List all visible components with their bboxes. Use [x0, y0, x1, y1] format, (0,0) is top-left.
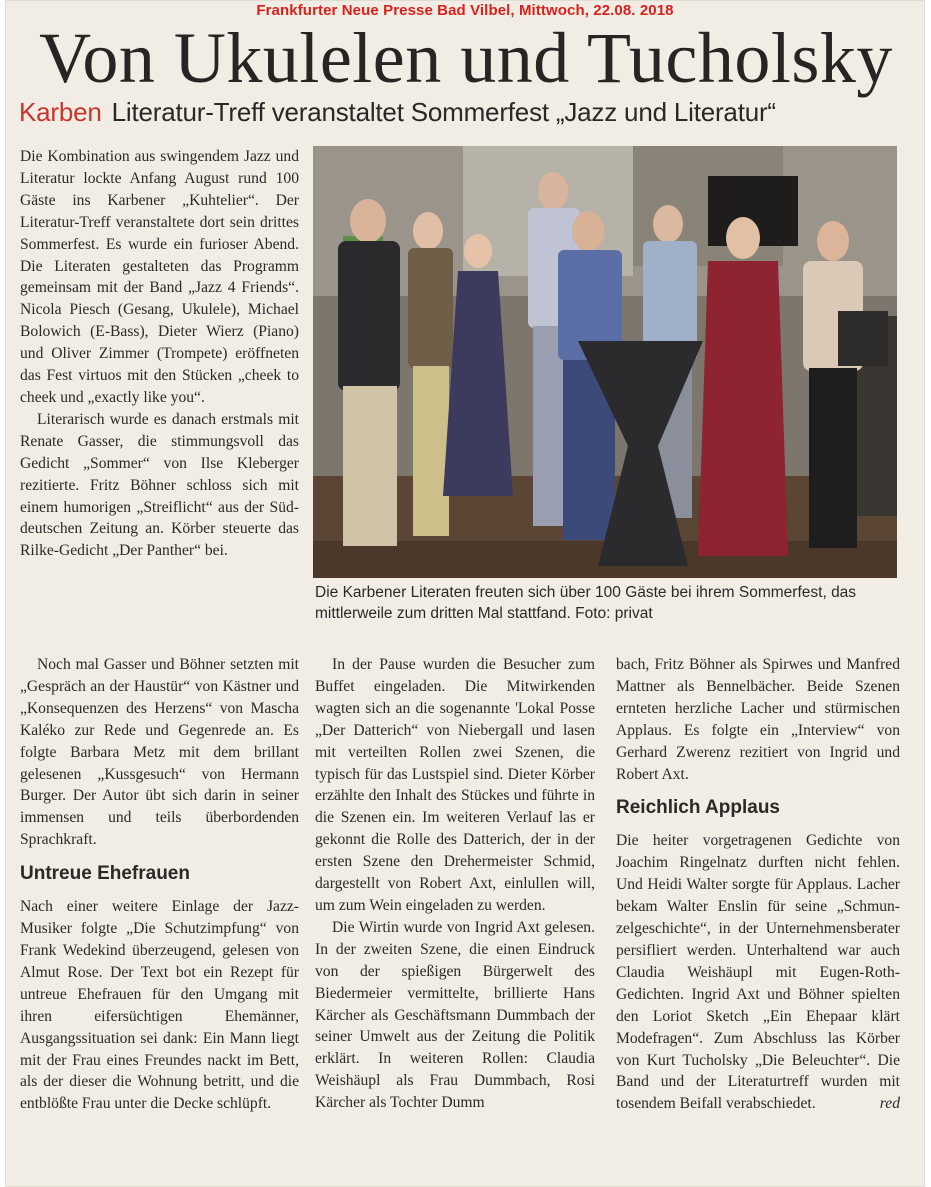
paragraph-text: Die heiter vorgetragenen Gedichte von Joachim Ringelnatz durften nicht fehlen. Und Heidi Walter sorgte für Applaus. Lacher bekam Walter Enslin für seine „Schmunzelgeschichte“, in der Unternehmensberater persifliert werden. Unterhaltend war auch Claudia Weishäupl mit Eugen-Roth-Gedichten. Ingrid Axt und Böhner spielten den Loriot Sketch „Ein Ehepaar klärt Modefragen“. Zum Abschluss las Körber von Kurt Tucholsky „Die Beleuchter“. Die Band und der Literaturtreff wurden mit tosendem Beifall verabschiedet.	[616, 832, 900, 1113]
article-column-1-top	[20, 146, 299, 562]
author-signature: red	[879, 1095, 900, 1113]
paragraph: bach, Fritz Böhner als Spirwes und Manfred Mattner als Bennelbächer. Beide Szenen ernteten herzliche Lacher und stürmischen Applaus. Es folgte ein „Interview“ von Gerhard Zwerenz rezitiert von Ingrid und Robert Axt.	[616, 656, 900, 783]
article-column-2	[315, 654, 595, 1114]
kicker: Karben	[19, 97, 102, 127]
photo-caption	[315, 582, 899, 624]
paragraph: Die Kombination aus swingendem Jazz und Literatur lockte Anfang August rund 100 Gäste ins Karbener „Kuhtelier“. Der Literatur-Treff veranstaltete dort sein drittes Sommerfest. Es wurde ein furioser Abend. Die Literaten gestalteten das Programm gemeinsam mit der Band „Jazz 4 Friends“. Nicola Piesch (Gesang, Ukulele), Michael Bolowich (E-Bass), Dieter Wierz (Piano) und Oliver Zimmer (Trompete) eröffneten das Fest virtuos mit den Stücken „cheek to cheek und „exactly like you“.	[20, 148, 299, 406]
paragraph: Noch mal Gasser und Böhner setzten mit „Gespräch an der Haustür“ von Kästner und „Konsequenzen des Herzens“ von Mascha Kaléko zur Rede und Gegenrede an. Es folgte Barbara Metz mit dem brillant gelesenen „Kussgesuch“ von Hermann Burger. Der Autor übt sich darin in seiner immensen und teils überbordenden Sprachkraft.	[20, 656, 299, 849]
subheadline-row	[19, 95, 914, 129]
group-photo	[313, 146, 897, 578]
caption-text: Die Karbener Literaten freuten sich über 100 Gäste bei ihrem Sommerfest, das mittlerweile zum dritten Mal stattfand. Foto: privat	[315, 584, 857, 622]
paragraph: Literarisch wurde es danach erstmals mit Renate Gasser, die stimmungsvoll das Gedicht „Sommer“ von Ilse Kleberger rezitierte. Fritz Böhner schloss sich mit einem humorigen „Streiflicht“ aus der Süddeutschen Zeitung an. Körber steuerte das Rilke-Gedicht „Der Panther“ bei.	[20, 410, 299, 560]
article-column-3	[616, 654, 900, 1115]
headline: Von Ukulelen und Tucholsky	[39, 18, 893, 98]
article-column-1-bottom	[20, 654, 299, 1115]
paragraph: Die Wirtin wurde von Ingrid Axt gelesen. In der zweiten Szene, die einen Eindruck von der spießigen Bürgerwelt des Biedermeier vermittelte, brillierte Hans Kärcher als Geschäftsmann Dummbach der seiner Umwelt aus der Zeitung die Politik erklärt. In weiteren Rollen: Claudia Weishäupl als Frau Dummbach, Rosi Kärcher als Tochter Dumm	[315, 918, 595, 1112]
section-heading: Untreue Ehefrauen	[20, 863, 190, 885]
source-line: Frankfurter Neue Presse Bad Vilbel, Mittwoch, 22.08. 2018	[256, 2, 674, 19]
paragraph	[616, 830, 900, 1115]
paragraph: In der Pause wurden die Besucher zum Buffet eingeladen. Die Mitwirkenden wagten sich an die sogenannte 'Lokal Posse „Der Datterich“ von Niebergall und lasen mit verteilten Rollen zwei Szenen, die typisch für das Lustspiel sind. Dieter Körber erzählte den Inhalt des Stückes und führte in die Szenen ein. Im weiteren Verlauf las er gekonnt die Rolle des Datterich, der in der ersten Szene den Drehermeister Schmid, dargestellt von Robert Axt, einlullen will, um zum Wein eingeladen zu werden.	[315, 656, 595, 914]
photo-illustration	[313, 146, 897, 578]
section-heading: Reichlich Applaus	[616, 797, 780, 819]
subheadline: Literatur-Treff veranstaltet Sommerfest „Jazz und Literatur“	[111, 97, 776, 127]
newspaper-clipping	[5, 0, 925, 1187]
paragraph: Nach einer weitere Einlage der Jazz-Musiker folgte „Die Schutzimpfung“ von Frank Wedekind überzeugend, gelesen von Almut Rose. Der Text bot ein Rezept für untreue Ehefrauen für den Umgang mit ihren eifersüchtigen Ehemänner, Ausgangssituation sei dank: Ein Mann liegt mit der Frau eines Freundes nackt im Bett, als der dieser die Wohnung betritt, und die entblößte Frau unter die Decke schlüpft.	[20, 898, 299, 1113]
